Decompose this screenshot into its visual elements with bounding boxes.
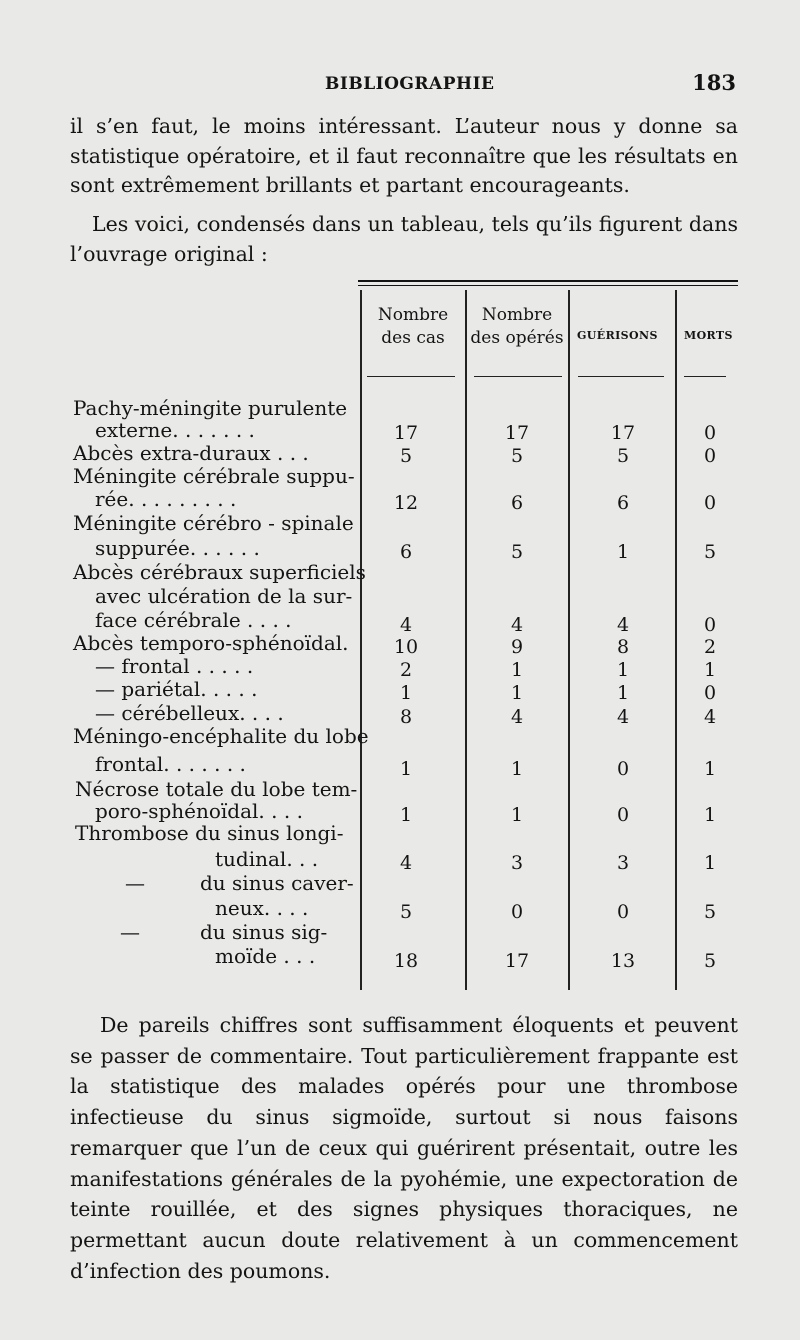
row-label: externe. . . . . . . — [95, 418, 255, 442]
cell-morts: 1 — [703, 852, 717, 874]
row-label: Nécrose totale du lobe tem- — [75, 777, 358, 801]
row-label: moïde . . . — [215, 944, 316, 968]
header-rule — [474, 376, 562, 377]
cell-operes: 4 — [510, 706, 524, 728]
cell-morts: 5 — [703, 901, 717, 923]
row-label: — cérébelleux. . . . — [95, 701, 284, 725]
row-label: — frontal . . . . . — [95, 654, 254, 678]
cell-guerisons: 17 — [610, 422, 636, 444]
paragraph-table-lead: Les voici, condensés dans un tableau, tels qu’ils figurent dans l’ouvrage original : — [70, 212, 738, 266]
cell-morts: 0 — [703, 445, 717, 467]
cell-cas: 1 — [399, 758, 413, 780]
cell-cas: 12 — [393, 492, 419, 514]
cell-morts: 0 — [703, 614, 717, 636]
cell-cas: 5 — [399, 445, 413, 467]
row-label: poro-sphénoïdal. . . . — [95, 799, 303, 823]
column-divider — [360, 290, 362, 990]
table-top-rule-thin — [358, 285, 738, 286]
running-head-title: BIBLIOGRAPHIE — [325, 74, 495, 94]
cell-guerisons: 5 — [616, 445, 630, 467]
header-cas-line2: des cas — [381, 328, 445, 348]
cell-operes: 5 — [510, 541, 524, 563]
cell-cas: 4 — [399, 852, 413, 874]
cell-cas: 17 — [393, 422, 419, 444]
row-label: suppurée. . . . . . — [95, 536, 260, 560]
row-label: — — [120, 920, 140, 944]
cell-guerisons: 8 — [616, 636, 630, 658]
cell-operes: 6 — [510, 492, 524, 514]
row-label: Pachy-méningite purulente — [73, 396, 348, 420]
row-label: du sinus caver- — [200, 871, 354, 895]
header-cas-line1: Nombre — [377, 305, 449, 325]
cell-cas: 1 — [399, 804, 413, 826]
cell-morts: 1 — [703, 659, 717, 681]
row-label: avec ulcération de la sur- — [95, 584, 353, 608]
cell-morts: 0 — [703, 682, 717, 704]
row-label: frontal. . . . . . . — [95, 752, 246, 776]
row-label: — pariétal. . . . . — [95, 677, 258, 701]
paragraph-commentary: De pareils chiffres sont suffisamment éloquents et peuvent se passer de commentaire. Tout particulièrement frappante est la statistique des malades opérés pour une thrombose infectieuse du sinus sigmoïde, surtout si nous faisons remarquer que l’un de ceux qui guérirent présentait, outre les manifestations générales de la pyohémie, une expectoration de teinte rouillée, et des signes physiques thoraciques, ne permettant aucun doute relativement à un commencement d’infection des poumons. — [70, 1013, 738, 1283]
header-rule — [578, 376, 664, 377]
cell-operes: 3 — [510, 852, 524, 874]
row-label: Méningo-encéphalite du lobe — [73, 724, 369, 748]
cell-cas: 2 — [399, 659, 413, 681]
running-head — [70, 70, 740, 100]
row-label: Méningite cérébro - spinale — [73, 511, 354, 535]
paragraph-intro: il s’en faut, le moins intéressant. L’auteur nous y donne sa statistique opératoire, et il faut reconnaître que les résultats en sont extrêmement brillants et partant encourageants. — [70, 114, 738, 197]
cell-guerisons: 1 — [616, 682, 630, 704]
row-label: Abcès temporo-sphénoïdal. — [73, 631, 349, 655]
header-rule — [684, 376, 726, 377]
cell-morts: 5 — [703, 950, 717, 972]
row-label: Thrombose du sinus longi- — [75, 821, 344, 845]
cell-operes: 4 — [510, 614, 524, 636]
table-top-rule — [358, 280, 738, 282]
cell-operes: 1 — [510, 804, 524, 826]
cell-guerisons: 1 — [616, 541, 630, 563]
header-nombre-cas — [362, 304, 464, 350]
cell-operes: 1 — [510, 758, 524, 780]
cell-morts: 0 — [703, 422, 717, 444]
cell-operes: 5 — [510, 445, 524, 467]
cell-guerisons: 4 — [616, 706, 630, 728]
header-guerisons: GUÉRISONS — [577, 329, 658, 342]
cell-guerisons: 4 — [616, 614, 630, 636]
row-label: tudinal. . . — [215, 847, 319, 871]
column-divider — [675, 290, 677, 990]
row-label: — — [125, 871, 145, 895]
row-label: du sinus sig- — [200, 920, 328, 944]
cell-cas: 6 — [399, 541, 413, 563]
cell-operes: 1 — [510, 682, 524, 704]
header-rule — [367, 376, 455, 377]
cell-guerisons: 0 — [616, 804, 630, 826]
cell-cas: 8 — [399, 706, 413, 728]
cell-guerisons: 3 — [616, 852, 630, 874]
cell-operes: 1 — [510, 659, 524, 681]
header-morts: MORTS — [684, 329, 733, 342]
cell-morts: 2 — [703, 636, 717, 658]
cell-morts: 4 — [703, 706, 717, 728]
header-operes-line2: des opérés — [470, 328, 564, 348]
cell-operes: 9 — [510, 636, 524, 658]
cell-operes: 0 — [510, 901, 524, 923]
page-number: 183 — [692, 70, 736, 95]
column-divider — [568, 290, 570, 990]
cell-guerisons: 0 — [616, 758, 630, 780]
cell-operes: 17 — [504, 422, 530, 444]
cell-operes: 17 — [504, 950, 530, 972]
cell-morts: 5 — [703, 541, 717, 563]
cell-guerisons: 1 — [616, 659, 630, 681]
row-label: neux. . . . — [215, 896, 309, 920]
column-divider — [465, 290, 467, 990]
cell-guerisons: 6 — [616, 492, 630, 514]
cell-guerisons: 13 — [610, 950, 636, 972]
header-nombre-operes — [466, 304, 568, 350]
row-label: Abcès cérébraux superficiels — [73, 560, 366, 584]
row-label: Abcès extra-duraux . . . — [73, 441, 309, 465]
cell-cas: 18 — [393, 950, 419, 972]
row-label: Méningite cérébrale suppu- — [73, 464, 355, 488]
cell-morts: 0 — [703, 492, 717, 514]
cell-guerisons: 0 — [616, 901, 630, 923]
cell-cas: 5 — [399, 901, 413, 923]
cell-morts: 1 — [703, 758, 717, 780]
cell-morts: 1 — [703, 804, 717, 826]
row-label: face cérébrale . . . . — [95, 608, 292, 632]
row-label: rée. . . . . . . . . — [95, 487, 237, 511]
cell-cas: 10 — [393, 636, 419, 658]
header-operes-line1: Nombre — [481, 305, 553, 325]
cell-cas: 1 — [399, 682, 413, 704]
cell-cas: 4 — [399, 614, 413, 636]
